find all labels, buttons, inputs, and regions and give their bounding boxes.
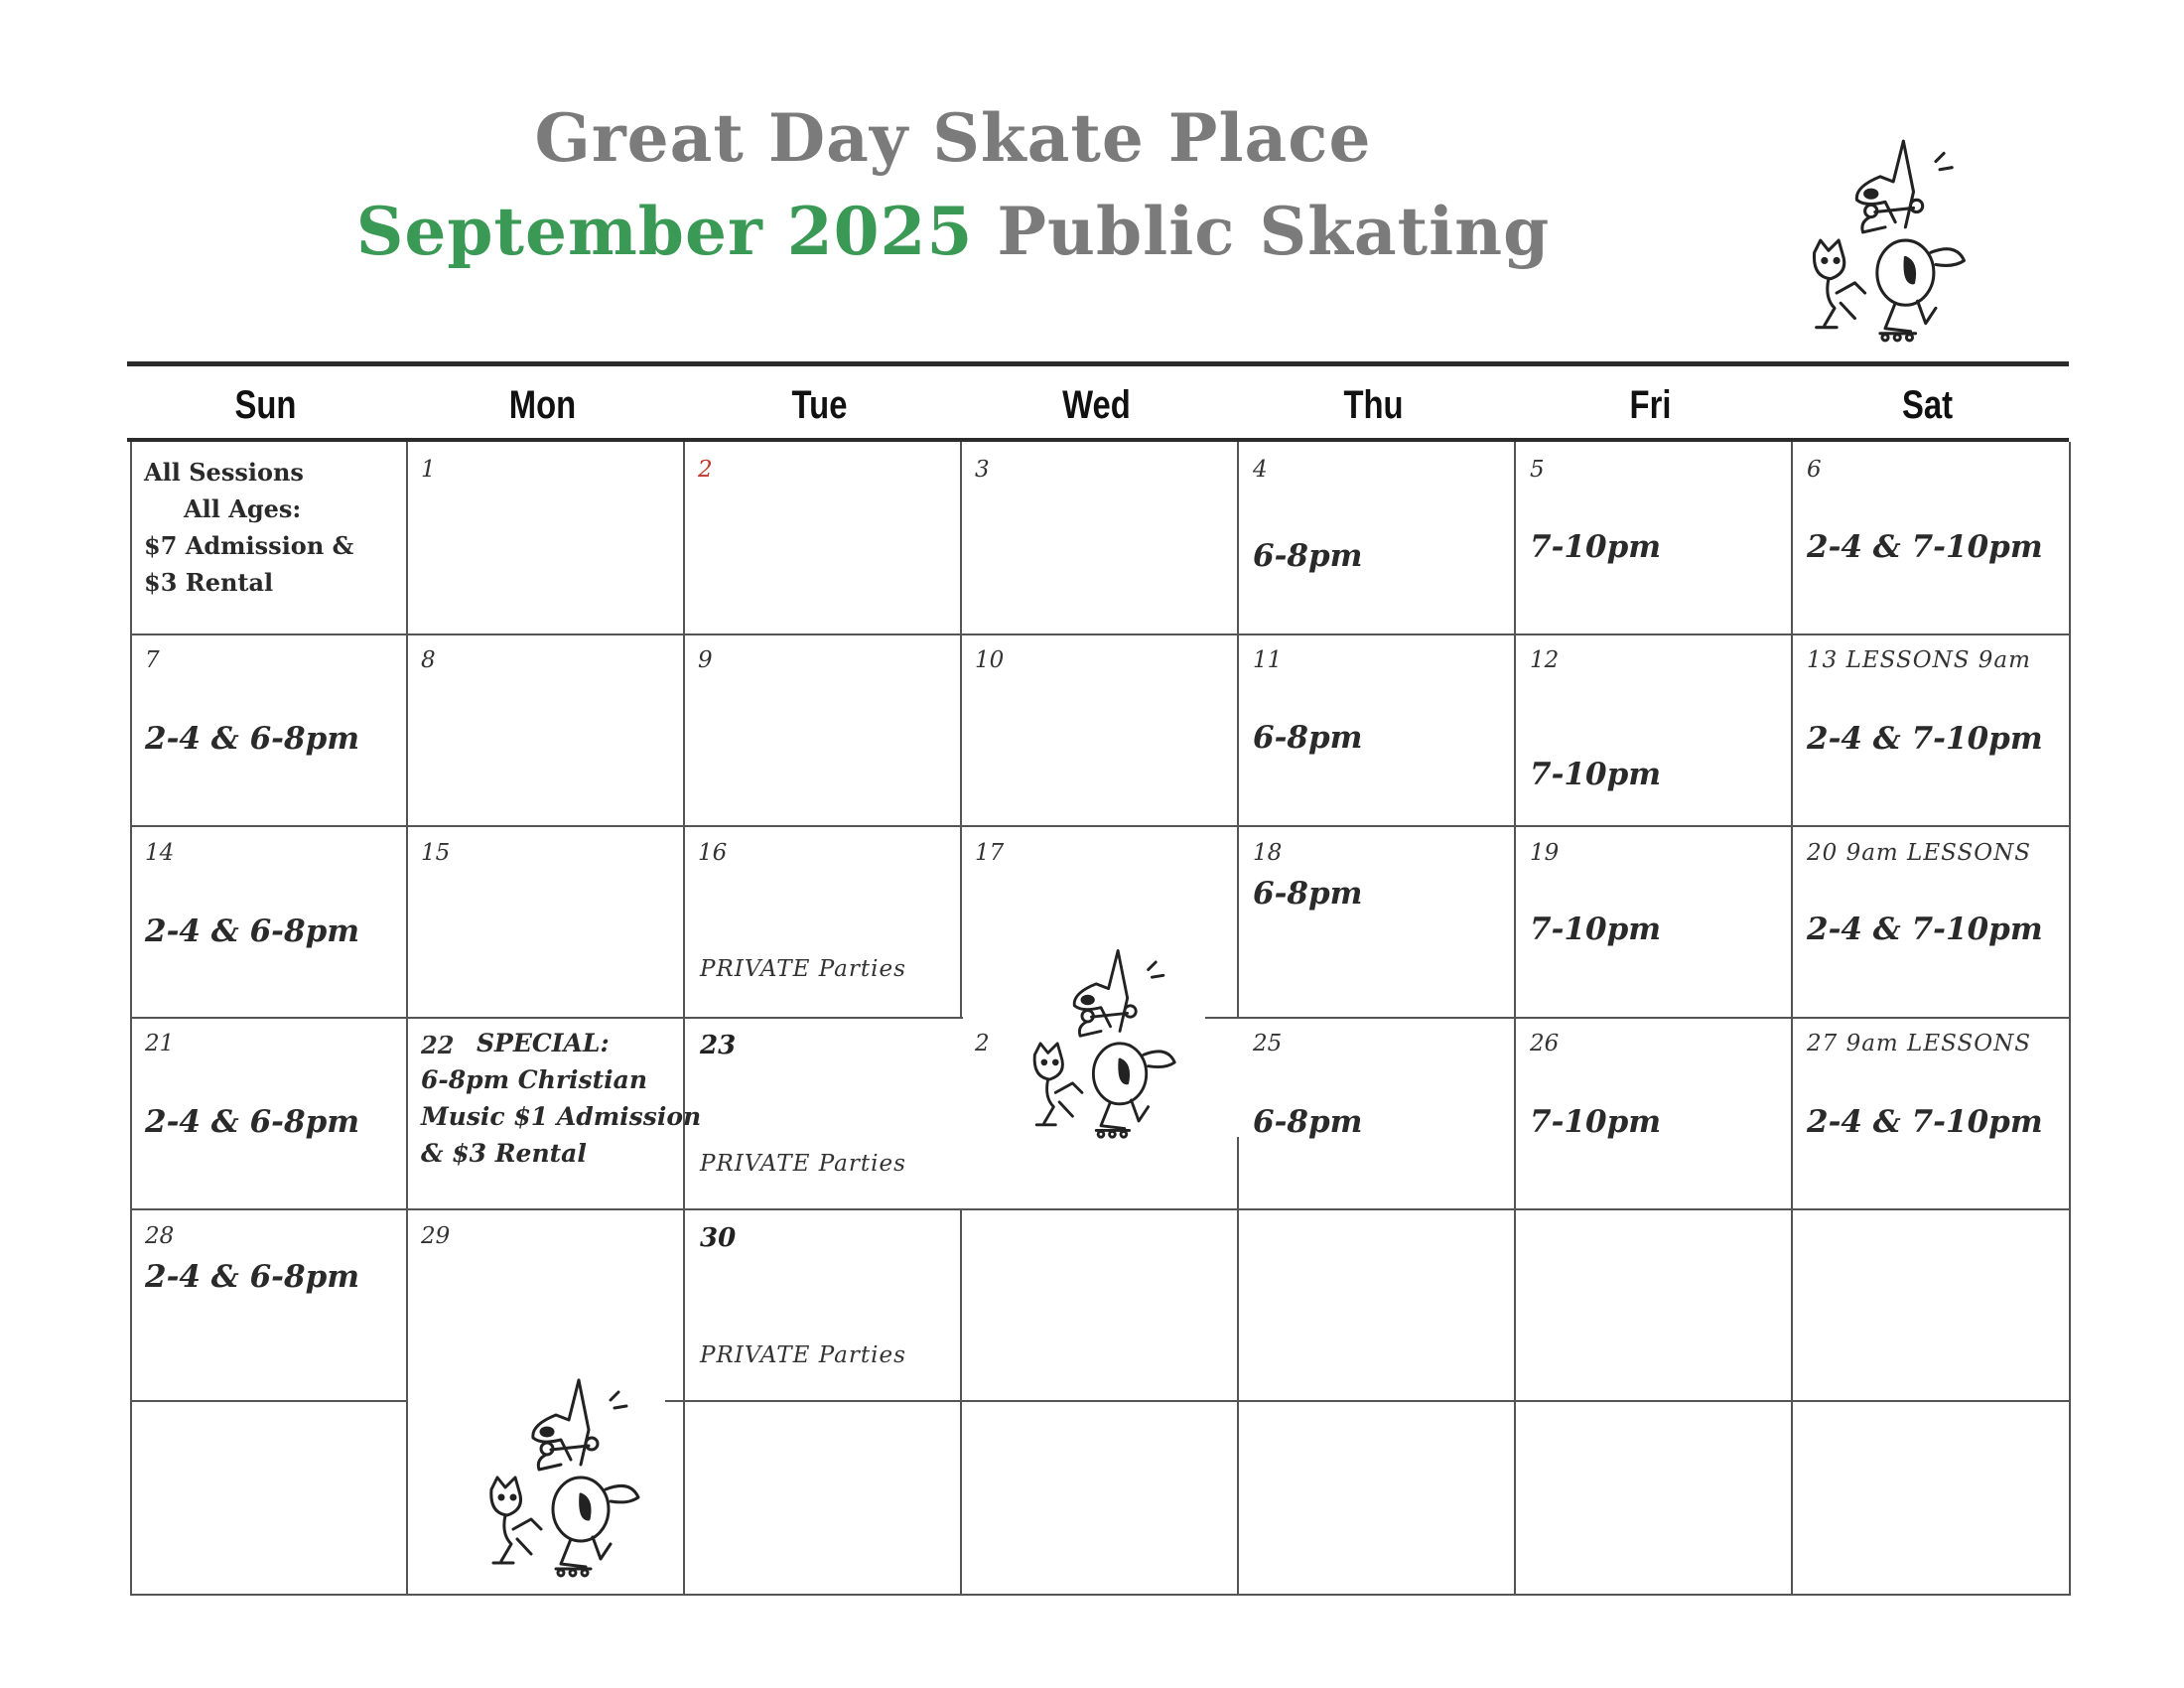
top-rule [127,361,2069,366]
header-subtitle-rest: Public Skating [997,193,1551,270]
header-month: September 2025 [355,193,974,270]
day-header-tue: Tue [791,383,848,427]
day-header-mon: Mon [508,383,577,427]
day-header-wed: Wed [1062,383,1131,427]
skating-dog-cat-icon [457,1370,665,1579]
skating-dog-cat-icon [997,941,1205,1140]
sessions-info-note: All Sessions All Ages: $7 Admission & $3 Rental [144,458,354,597]
day-header-fri: Fri [1629,383,1672,427]
header-subtitle [0,193,1906,270]
day-header-sun: Sun [234,383,297,427]
day-header-thu: Thu [1343,383,1404,427]
skating-dog-cat-icon [1783,131,1987,344]
header-title: Great Day Skate Place [534,99,1372,177]
day-header-sat: Sat [1901,383,1954,427]
